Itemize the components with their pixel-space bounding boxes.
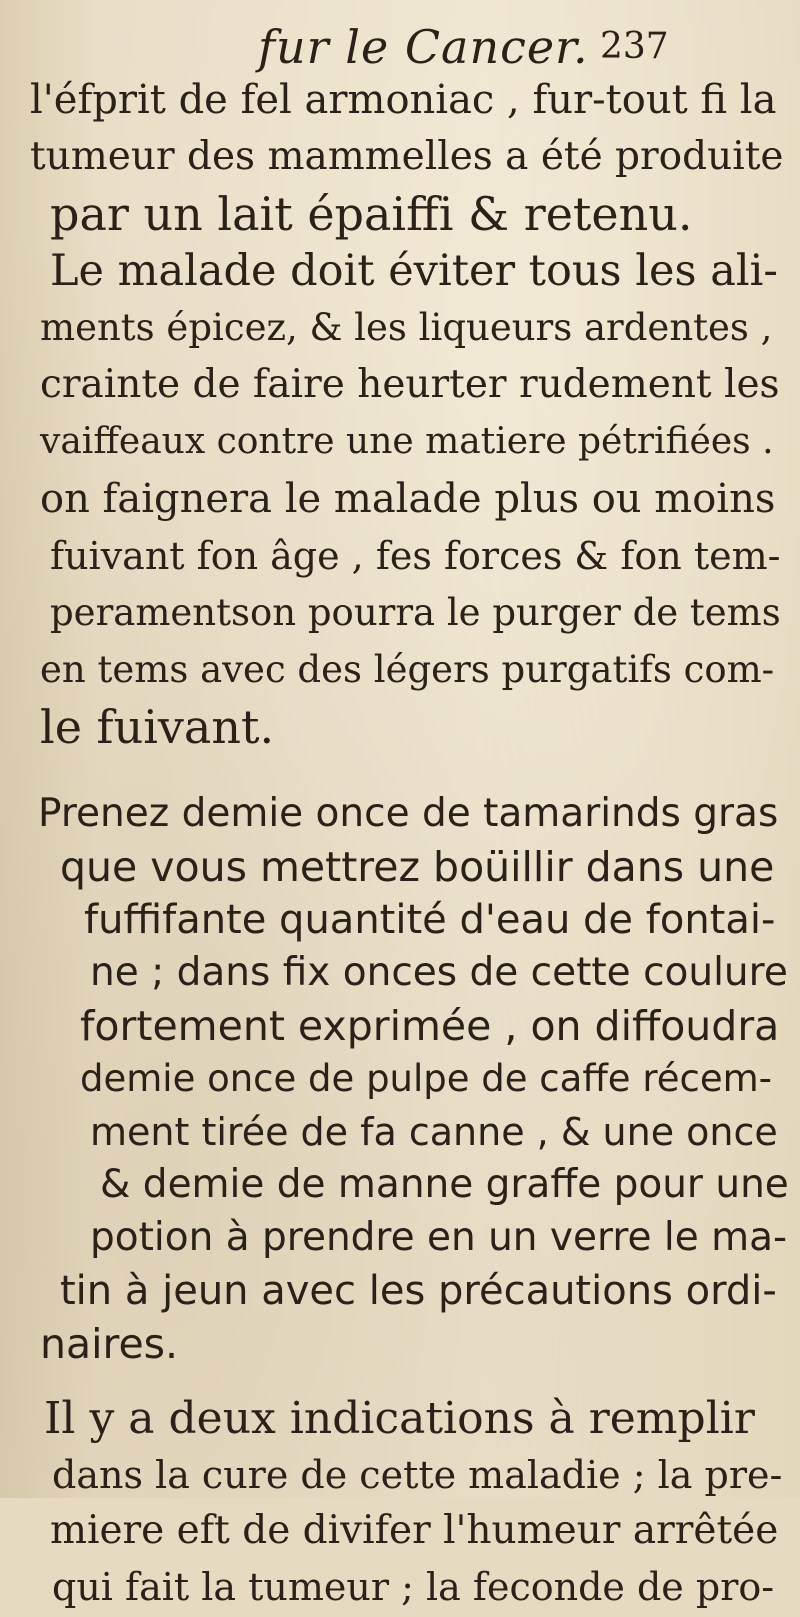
text-line: peramentѕon pourra le purger de tems <box>50 591 781 634</box>
recipe-line: Prenez demie once de tamarinds gras <box>38 791 779 836</box>
text-line: ments épicez, & les liqueurs ardentes , <box>40 306 773 349</box>
text-line: miere eft de divifer l'humeur arrêtée <box>50 1508 779 1553</box>
running-title: fur le Cancer. <box>258 20 589 74</box>
text-line: tumeur des mammelles a été produite <box>30 134 784 179</box>
text-line: qui fait la tumeur ; la feconde de pro- <box>52 1565 775 1609</box>
text-line: en tems avec des légers purgatifs com- <box>40 648 775 691</box>
recipe-line: naires. <box>40 1320 179 1368</box>
text-line: par un lait épaiffi & retenu. <box>50 187 693 241</box>
text-line: on faignera le malade plus ou moins <box>40 476 776 522</box>
page-header <box>0 8 800 78</box>
recipe-line: fortement exprimée , on diffoudra <box>80 1002 780 1050</box>
text-line: vaiffeaux contre une matiere pétrifiées . <box>40 421 774 462</box>
text-line: l'éfprit de fel armoniac , fur-tout fi la <box>30 77 777 123</box>
text-line: Il y a deux indications à remplir <box>44 1393 755 1444</box>
recipe-line: demie once de pulpe de caffe récem- <box>80 1057 772 1100</box>
recipe-line: & demie de manne graffe pour une <box>100 1162 789 1207</box>
recipe-line: tin à jeun avec les précautions ordi- <box>60 1268 777 1314</box>
recipe-line: ne ; dans fix onces de cette coulure <box>90 950 788 995</box>
text-line: le fuivant. <box>40 700 275 754</box>
recipe-line: que vous mettrez boüillir dans une <box>60 843 775 891</box>
text-line: Le malade doit éviter tous les ali- <box>50 246 778 296</box>
recipe-line: ment tirée de fa canne , & une once <box>90 1110 778 1154</box>
text-line: fuivant fon âge , fes forces & fon tem- <box>50 534 781 578</box>
recipe-line: potion à prendre en un verre le ma- <box>90 1215 788 1260</box>
text-line: crainte de faire heurter rudement les <box>40 362 780 407</box>
page-number: 237 <box>600 26 669 67</box>
text-line: dans la cure de cette maladie ; la pre- <box>52 1453 783 1497</box>
recipe-line: fuffifante quantité d'eau de fontai- <box>84 897 776 943</box>
